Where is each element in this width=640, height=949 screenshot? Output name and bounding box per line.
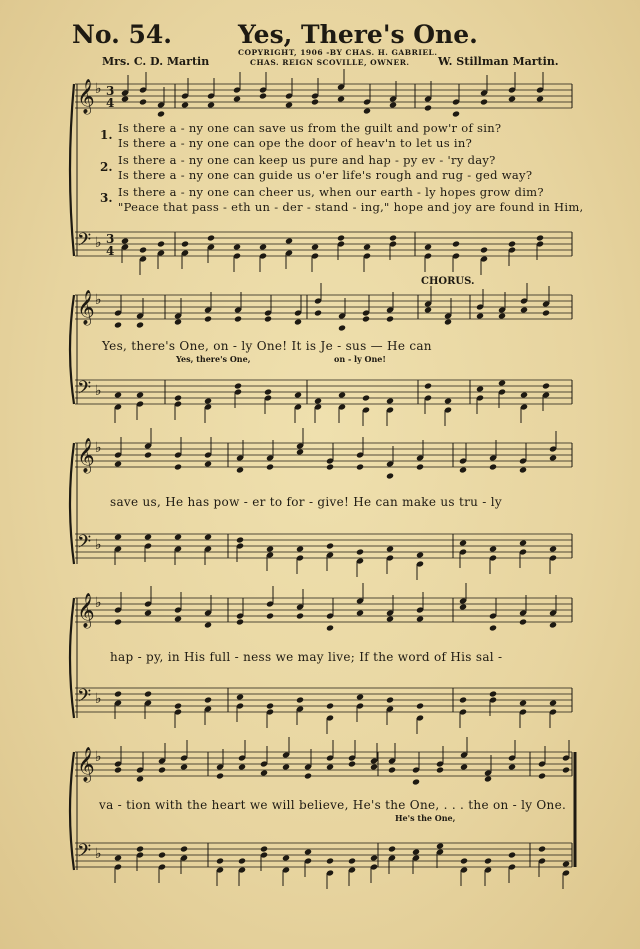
note-head — [538, 845, 546, 852]
note-head — [174, 394, 182, 401]
note-head — [489, 463, 497, 470]
note-head — [114, 854, 122, 861]
flat-sign: ♭ — [95, 440, 102, 456]
flat-sign: ♭ — [95, 235, 102, 251]
note-head — [520, 391, 528, 398]
note-head — [207, 234, 215, 241]
note-head — [562, 860, 570, 867]
note-head — [326, 542, 334, 549]
note-head — [363, 107, 371, 114]
system-brace — [70, 84, 74, 256]
note-head — [388, 845, 396, 852]
note-head — [459, 696, 467, 703]
system-brace — [70, 443, 74, 564]
note-head — [314, 309, 322, 316]
verse-line: "Peace that pass - eth un - der - stand - ing," hope and joy are found in Him, — [118, 200, 584, 214]
note-head — [174, 318, 182, 325]
note-head — [236, 693, 244, 700]
lyric-sub-line: Yes, there's One, — [176, 354, 251, 364]
note-head — [216, 857, 224, 864]
note-head — [238, 857, 246, 864]
note-head — [304, 772, 312, 779]
note-head — [542, 382, 550, 389]
note-head — [114, 766, 122, 773]
note-head — [480, 246, 488, 253]
treble-clef: 𝄞 — [77, 438, 95, 473]
note-head — [356, 548, 364, 555]
note-head — [259, 92, 267, 99]
note-head — [282, 854, 290, 861]
treble-clef: 𝄞 — [77, 593, 95, 628]
note-head — [549, 454, 557, 461]
note-head — [549, 621, 557, 628]
bass-clef: 𝄢 — [77, 841, 92, 866]
bass-clef: 𝄢 — [77, 686, 92, 711]
note-head — [174, 702, 182, 709]
flat-sign: ♭ — [95, 749, 102, 765]
flat-sign: ♭ — [95, 537, 102, 553]
note-head — [114, 618, 122, 625]
note-head — [484, 857, 492, 864]
lyric-line: Yes, there's One, on - ly One! It is Je - sus — He can — [102, 339, 432, 353]
composer-credit: W. Stillman Martin. — [438, 55, 559, 68]
note-head — [459, 466, 467, 473]
note-head — [157, 110, 165, 117]
note-head — [460, 763, 468, 770]
note-head — [266, 702, 274, 709]
treble-clef: 𝄞 — [77, 79, 95, 114]
flat-sign: ♭ — [95, 691, 102, 707]
treble-clef: 𝄞 — [77, 290, 95, 325]
note-head — [356, 609, 364, 616]
time-signature-top: 3 — [106, 232, 115, 246]
note-head — [520, 306, 528, 313]
note-head — [424, 382, 432, 389]
note-head — [266, 545, 274, 552]
note-head — [386, 696, 394, 703]
note-head — [416, 551, 424, 558]
note-head — [519, 539, 527, 546]
flat-sign: ♭ — [95, 383, 102, 399]
note-head — [294, 318, 302, 325]
note-head — [181, 240, 189, 247]
system-brace — [70, 598, 74, 718]
note-head — [338, 324, 346, 331]
bass-clef: 𝄢 — [77, 532, 92, 557]
verse-line: Is there a - ny one can keep us pure and hap - py ev - 'ry day? — [118, 153, 496, 167]
note-head — [370, 763, 378, 770]
note-head — [356, 693, 364, 700]
note-head — [459, 603, 467, 610]
note-head — [304, 848, 312, 855]
note-head — [234, 315, 242, 322]
verse-line: Is there a - ny one can guide us o'er life's rough and rug - ged way? — [118, 168, 533, 182]
note-head — [326, 624, 334, 631]
note-head — [452, 240, 460, 247]
note-head — [538, 772, 546, 779]
note-head — [489, 690, 497, 697]
note-head — [204, 460, 212, 467]
note-head — [296, 448, 304, 455]
verse-number: 3. — [100, 191, 113, 205]
note-head — [424, 306, 432, 313]
note-head — [236, 536, 244, 543]
note-head — [157, 240, 165, 247]
note-head — [234, 382, 242, 389]
note-head — [233, 95, 241, 102]
note-head — [326, 857, 334, 864]
note-head — [180, 763, 188, 770]
hymn-title: Yes, There's One. — [238, 20, 478, 49]
flat-sign: ♭ — [95, 292, 102, 308]
note-head — [508, 240, 516, 247]
lyric-line: save us, He has pow - er to for - give! He can make us tru - ly — [110, 495, 502, 509]
verse-line: Is there a - ny one can ope the door of heav'n to let us in? — [118, 136, 473, 150]
note-head — [207, 101, 215, 108]
verse-line: Is there a - ny one can cheer us, when our earth - ly hopes grow dim? — [118, 185, 544, 199]
note-head — [348, 760, 356, 767]
verse-line: Is there a - ny one can save us from the guilt and pow'r of sin? — [118, 121, 502, 135]
note-head — [204, 533, 212, 540]
note-head — [480, 98, 488, 105]
system-brace — [70, 752, 74, 870]
note-head — [386, 397, 394, 404]
verse-number: 2. — [100, 160, 113, 174]
note-head — [236, 466, 244, 473]
bass-clef: 𝄢 — [77, 378, 92, 403]
note-head — [264, 388, 272, 395]
note-head — [338, 391, 346, 398]
note-head — [412, 778, 420, 785]
note-head — [266, 612, 274, 619]
lyricist-credit: Mrs. C. D. Martin — [102, 55, 210, 68]
note-head — [386, 615, 394, 622]
note-head — [144, 609, 152, 616]
note-head — [204, 621, 212, 628]
note-head — [121, 237, 129, 244]
note-head — [386, 545, 394, 552]
note-head — [236, 618, 244, 625]
note-head — [114, 690, 122, 697]
note-head — [204, 397, 212, 404]
time-signature-bottom: 4 — [106, 96, 115, 110]
note-head — [294, 391, 302, 398]
note-head — [348, 857, 356, 864]
note-head — [233, 243, 241, 250]
lyric-line: hap - py, in His full - ness we may live; If the word of His sal - — [110, 650, 503, 664]
note-head — [498, 312, 506, 319]
flat-sign: ♭ — [95, 81, 102, 97]
note-head — [238, 763, 246, 770]
note-head — [389, 101, 397, 108]
verse-number: 1. — [100, 128, 113, 142]
note-head — [326, 463, 334, 470]
note-head — [436, 842, 444, 849]
note-head — [114, 321, 122, 328]
note-head — [158, 766, 166, 773]
note-head — [508, 763, 516, 770]
note-head — [314, 397, 322, 404]
hymn-number: No. 54. — [72, 20, 172, 49]
note-head — [416, 463, 424, 470]
time-signature-bottom: 4 — [106, 244, 115, 258]
lyric-sub-line: He's the One, — [395, 813, 456, 823]
note-head — [489, 545, 497, 552]
note-head — [285, 101, 293, 108]
note-head — [519, 699, 527, 706]
note-head — [114, 533, 122, 540]
note-head — [386, 472, 394, 479]
treble-clef: 𝄞 — [77, 747, 95, 782]
note-head — [326, 763, 334, 770]
note-head — [337, 234, 345, 241]
note-head — [459, 539, 467, 546]
note-head — [144, 451, 152, 458]
note-head — [386, 315, 394, 322]
note-head — [139, 98, 147, 105]
note-head — [536, 95, 544, 102]
note-head — [136, 845, 144, 852]
note-head — [311, 98, 319, 105]
note-head — [412, 848, 420, 855]
note-head — [476, 385, 484, 392]
note-head — [285, 237, 293, 244]
note-head — [370, 854, 378, 861]
system-brace — [70, 295, 74, 404]
note-head — [181, 101, 189, 108]
note-head — [259, 243, 267, 250]
note-head — [136, 775, 144, 782]
note-head — [549, 699, 557, 706]
note-head — [136, 321, 144, 328]
note-head — [489, 624, 497, 631]
note-head — [519, 466, 527, 473]
flat-sign: ♭ — [95, 846, 102, 862]
copyright-owner-line: CHAS. REIGN SCOVILLE, OWNER. — [250, 58, 410, 67]
note-head — [144, 533, 152, 540]
note-head — [416, 615, 424, 622]
lyric-sub-line: on - ly One! — [334, 354, 386, 364]
note-head — [174, 615, 182, 622]
note-head — [174, 533, 182, 540]
note-head — [460, 857, 468, 864]
note-head — [362, 394, 370, 401]
note-head — [204, 315, 212, 322]
note-head — [549, 545, 557, 552]
note-head — [204, 696, 212, 703]
note-head — [296, 612, 304, 619]
note-head — [416, 702, 424, 709]
note-head — [562, 766, 570, 773]
bass-clef: 𝄢 — [77, 230, 92, 255]
note-head — [542, 309, 550, 316]
note-head — [498, 379, 506, 386]
note-head — [296, 696, 304, 703]
note-head — [362, 315, 370, 322]
flat-sign: ♭ — [95, 595, 102, 611]
note-head — [424, 104, 432, 111]
note-head — [144, 690, 152, 697]
note-head — [484, 775, 492, 782]
note-head — [121, 95, 129, 102]
chorus-label: CHORUS. — [421, 276, 475, 287]
copyright-line: COPYRIGHT, 1906 -BY CHAS. H. GABRIEL. — [238, 48, 438, 57]
note-head — [326, 702, 334, 709]
note-head — [136, 391, 144, 398]
note-head — [452, 110, 460, 117]
note-head — [216, 772, 224, 779]
note-head — [296, 545, 304, 552]
note-head — [424, 243, 432, 250]
note-head — [114, 460, 122, 467]
note-head — [180, 845, 188, 852]
note-head — [444, 318, 452, 325]
note-head — [508, 95, 516, 102]
note-head — [388, 766, 396, 773]
note-head — [114, 391, 122, 398]
note-head — [436, 766, 444, 773]
note-head — [260, 845, 268, 852]
note-head — [158, 851, 166, 858]
note-head — [508, 851, 516, 858]
time-signature-top: 3 — [106, 84, 115, 98]
note-head — [363, 243, 371, 250]
note-head — [311, 243, 319, 250]
lyric-line: va - tion with the heart we will believe, He's the One, . . . the on - ly One. — [99, 798, 567, 812]
note-head — [139, 246, 147, 253]
note-head — [389, 234, 397, 241]
note-head — [356, 463, 364, 470]
note-head — [444, 397, 452, 404]
note-head — [282, 763, 290, 770]
note-head — [536, 234, 544, 241]
note-head — [266, 463, 274, 470]
note-head — [476, 312, 484, 319]
note-head — [337, 95, 345, 102]
note-head — [174, 463, 182, 470]
note-head — [264, 315, 272, 322]
note-head — [260, 769, 268, 776]
note-head — [519, 618, 527, 625]
